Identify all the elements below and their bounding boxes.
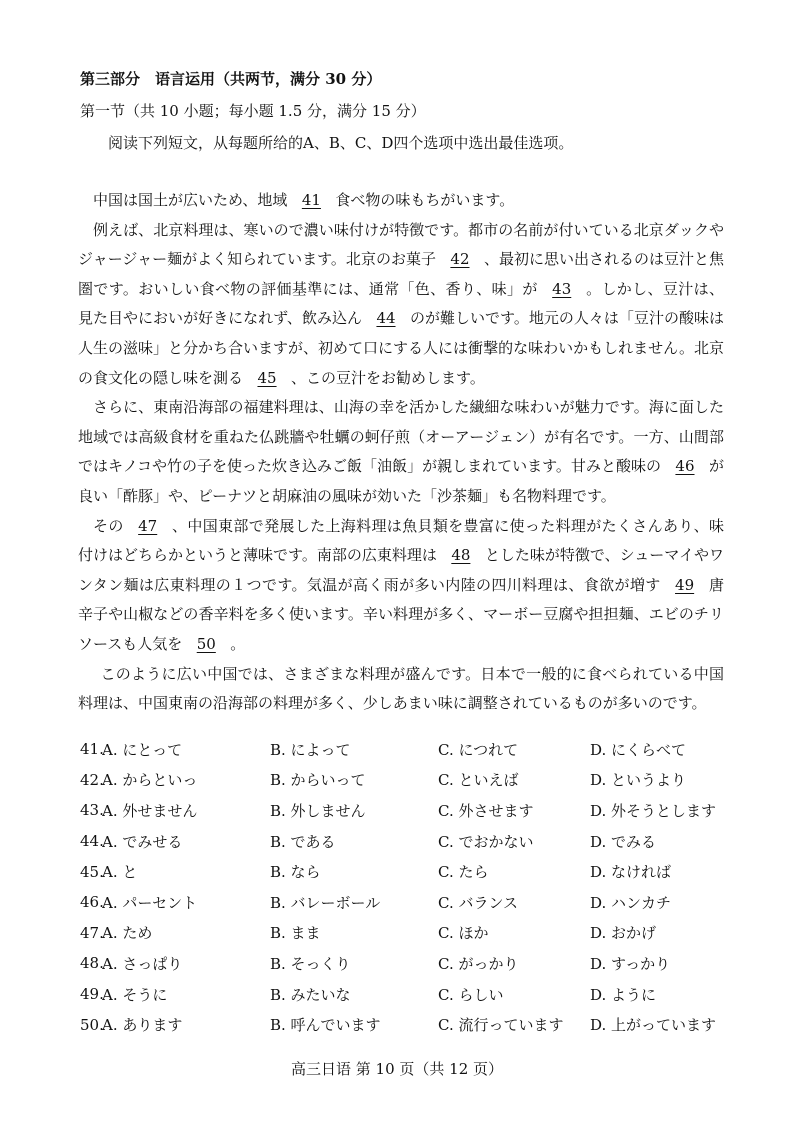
option-a: A. 外せません — [102, 801, 198, 820]
option-d: D. 外そうとします — [590, 801, 717, 820]
option-c: C. がっかり — [438, 954, 519, 973]
text-span: 食べ物の味もちがいます。 — [335, 191, 515, 209]
option-c: C. らしい — [438, 985, 504, 1004]
text-span: 、最初に思い出されるのは豆汁と焦圏です。おいしい食べ物の評価基準には、通常「色、香り、味」が — [78, 250, 724, 298]
text-span: 唐辛子や山椒などの香辛料を多く使います。辛い料理が多く、マーボー豆腐や担担麺、エビのチリソースも人気を — [78, 575, 724, 653]
option-d: D. おかげ — [590, 924, 657, 943]
question-number: 46. — [80, 893, 104, 912]
answer-options — [80, 734, 730, 1040]
paragraph-1 — [78, 186, 724, 216]
text-span: とした味が特徴で、シューマイやワンタン麺は広東料理の１つです。気温が高く雨が多い内陸の四川料理は、食欲が増す — [78, 546, 724, 594]
option-c: C. 外させます — [438, 801, 534, 820]
option-a: A. からといっ — [102, 771, 198, 790]
text-span: 中国は国土が広いため、地域 — [93, 191, 288, 209]
question-number: 41. — [80, 740, 104, 759]
text-span: のが難しいです。地元の人々は「豆汁の酸味は人生の滋味」と分かち合いますが、初めて口にする人には衝撃的な味わいかもしれません。北京の食文化の隠し味を測る — [78, 309, 724, 387]
question-row — [80, 826, 730, 857]
page-footer: 高三日语 第 10 页（共 12 页） — [290, 1060, 503, 1078]
option-d: D. ハンカチ — [590, 893, 672, 912]
option-a: A. パーセント — [102, 893, 198, 912]
option-a: A. あります — [102, 1016, 183, 1035]
option-d: D. ように — [590, 985, 657, 1004]
blank-49: 49 — [675, 575, 695, 594]
question-row — [80, 918, 730, 949]
option-b: B. である — [270, 832, 336, 851]
blank-41: 41 — [301, 191, 321, 209]
option-c: C. といえば — [438, 771, 519, 790]
question-number: 48. — [80, 954, 104, 973]
text-span: 例えば、北京料理は、寒いので濃い味付けが特徴です。都市の名前が付いている北京ダックやジャージャー麺がよく知られています。北京のお菓子 — [78, 220, 724, 269]
question-row — [80, 856, 730, 887]
question-number: 42. — [80, 770, 104, 789]
option-c: C. ほか — [438, 924, 489, 943]
text-span: 。 — [230, 634, 246, 653]
option-c: C. たら — [438, 863, 489, 882]
option-d: D. すっかり — [590, 954, 671, 973]
option-b: B. からいって — [270, 771, 366, 790]
option-b: B. バレーボール — [270, 893, 381, 912]
option-b: B. 外しません — [270, 801, 366, 820]
question-row — [80, 765, 730, 796]
question-number: 43. — [80, 801, 104, 820]
option-d: D. 上がっています — [590, 1016, 717, 1035]
option-c: C. につれて — [438, 740, 519, 759]
blank-43: 43 — [552, 279, 572, 298]
option-b: B. まま — [270, 924, 321, 943]
option-c: C. 流行っています — [438, 1016, 564, 1035]
question-number: 45. — [80, 862, 104, 881]
option-b: B. によって — [270, 740, 351, 759]
blank-44: 44 — [376, 309, 396, 328]
paragraph-3 — [78, 393, 724, 511]
option-c: C. でおかない — [438, 832, 534, 851]
question-row — [80, 795, 730, 826]
blank-48: 48 — [451, 546, 471, 565]
option-a: A. にとって — [102, 740, 183, 759]
option-b: B. みたいな — [270, 985, 351, 1004]
option-a: A. そうに — [102, 985, 168, 1004]
option-b: B. そっくり — [270, 954, 351, 973]
text-span: 、中国東部で発展した上海料理は魚貝類を豊富に使った料理がたくさんあり、味付けはどちらかというと薄味です。南部の広東料理は — [78, 516, 724, 565]
question-number: 50. — [80, 1015, 104, 1034]
question-row — [80, 948, 730, 979]
blank-45: 45 — [257, 368, 277, 387]
option-b: B. 呼んでいます — [270, 1016, 381, 1035]
question-row — [80, 979, 730, 1010]
blank-50: 50 — [196, 634, 216, 653]
option-d: D. なければ — [590, 863, 672, 882]
option-b: B. なら — [270, 863, 321, 882]
option-a: A. さっぱり — [102, 954, 183, 973]
question-row — [80, 1009, 730, 1040]
blank-47: 47 — [138, 516, 158, 535]
paragraph-4 — [78, 512, 724, 660]
question-row — [80, 887, 730, 918]
text-span: さらに、東南沿海部の福建料理は、山海の幸を活かした繊細な味わいが魅力です。海に面した地域では高級食材を重ねた仏跳牆や牡蠣の蚵仔煎（オーアージェン）が有名です。一方、山間部ではキノコや竹の子を使った炊き込みご飯「油飯」が親しまれています。甘みと酸味の — [78, 398, 724, 476]
question-number: 47. — [80, 923, 104, 942]
section-title: 第三部分 语言运用（共两节，满分 30 分） — [80, 70, 382, 88]
option-a: A. でみせる — [102, 832, 183, 851]
instruction-text: 阅读下列短文，从每题所给的A、B、C、D四个选项中选出最佳选项。 — [108, 134, 574, 152]
question-number: 44. — [80, 832, 104, 851]
blank-42: 42 — [450, 250, 470, 269]
text-span: 。しかし、豆汁は、見た目やにおいが好きになれず、飲み込ん — [78, 279, 724, 328]
option-d: D. でみる — [590, 832, 657, 851]
subsection-title: 第一节（共 10 小题；每小题 1.5 分，满分 15 分） — [80, 102, 426, 120]
paragraph-2 — [78, 216, 724, 394]
option-d: D. にくらべて — [590, 740, 687, 759]
text-span: 、この豆汁をお勧めします。 — [291, 368, 485, 387]
option-a: A. ため — [102, 924, 153, 943]
question-row — [80, 734, 730, 765]
paragraph-5: このように広い中国では、さまざまな料理が盛んです。日本で一般的に食べられている中国料理は、中国東南の沿海部の料理が多く、少しあまい味に調整されているものが多いのです。 — [78, 664, 724, 713]
option-c: C. バランス — [438, 893, 519, 912]
question-number: 49. — [80, 985, 104, 1004]
blank-46: 46 — [675, 457, 695, 476]
option-d: D. というより — [590, 771, 687, 790]
text-span: が良い「酢豚」や、ピーナツと胡麻油の風味が効いた「沙茶麺」も名物料理です。 — [78, 457, 724, 505]
option-a: A. と — [102, 863, 138, 882]
text-span: その — [93, 516, 124, 535]
reading-passage — [78, 186, 724, 719]
